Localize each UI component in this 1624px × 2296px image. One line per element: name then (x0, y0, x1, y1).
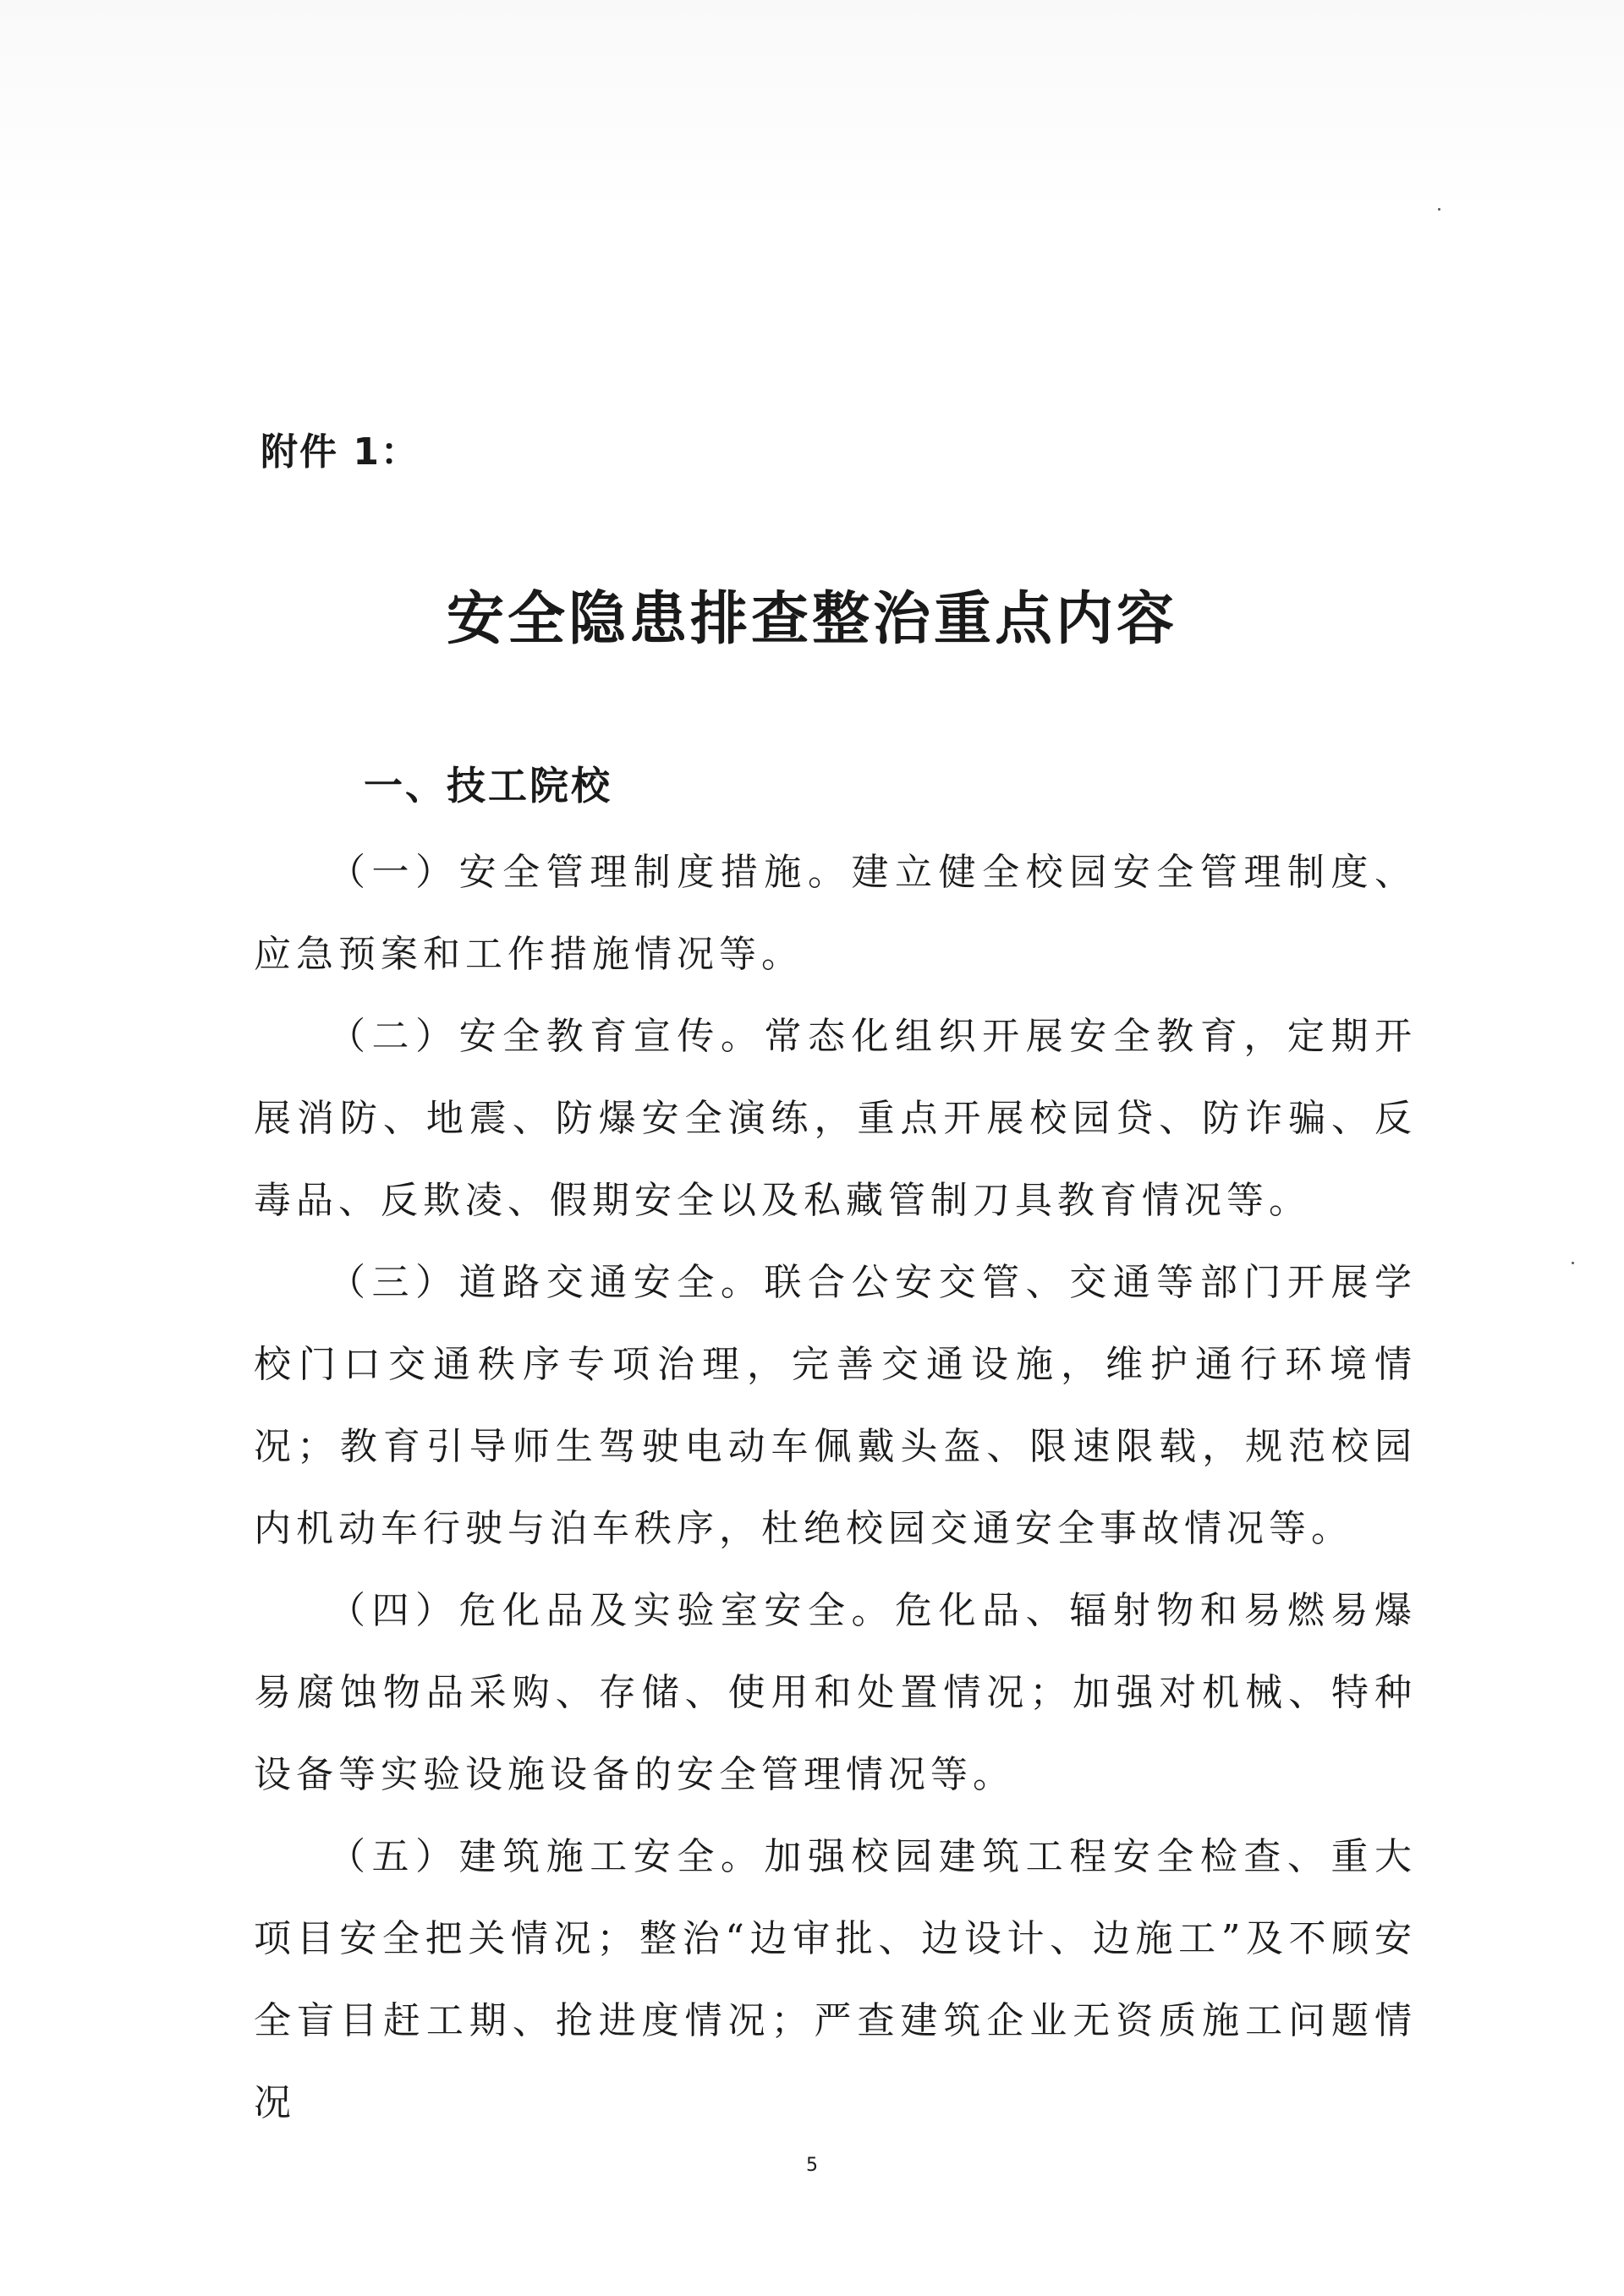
scan-speck (1572, 1262, 1574, 1264)
document-title: 安全隐患排查整治重点内容 (446, 585, 1177, 653)
attachment-label: 附件 1： (261, 430, 420, 474)
section-heading: 一、技工院校 (364, 763, 612, 808)
paragraph-3: （三）道路交通安全。联合公安交管、交通等部门开展学校门口交通秩序专项治理，完善交通设施，维护通行环境情况；教育引导师生驾驶电动车佩戴头盔、限速限载，规范校园内机动车行驶与泊车秩序，杜绝校园交通安全事故情况等。 (254, 1261, 1417, 1550)
paragraph-4: （四）危化品及实验室安全。危化品、辐射物和易燃易爆易腐蚀物品采购、存储、使用和处置情况；加强对机械、特种设备等实验设施设备的安全管理情况等。 (254, 1589, 1417, 1796)
scan-speck (1438, 208, 1440, 211)
paragraph-1: （一）安全管理制度措施。建立健全校园安全管理制度、应急预案和工作措施情况等。 (254, 851, 1417, 976)
body-text (254, 831, 1417, 2144)
scan-shadow (0, 0, 1624, 220)
paragraph-2: （二）安全教育宣传。常态化组织开展安全教育，定期开展消防、地震、防爆安全演练，重点开展校园贷、防诈骗、反毒品、反欺凌、假期安全以及私藏管制刀具教育情况等。 (254, 1015, 1417, 1222)
paragraph-5: （五）建筑施工安全。加强校园建筑工程安全检查、重大项目安全把关情况；整治“边审批、边设计、边施工”及不顾安全盲目赶工期、抢进度情况；严查建筑企业无资质施工问题情况 (254, 1835, 1417, 2124)
page-number: 5 (806, 2155, 818, 2176)
